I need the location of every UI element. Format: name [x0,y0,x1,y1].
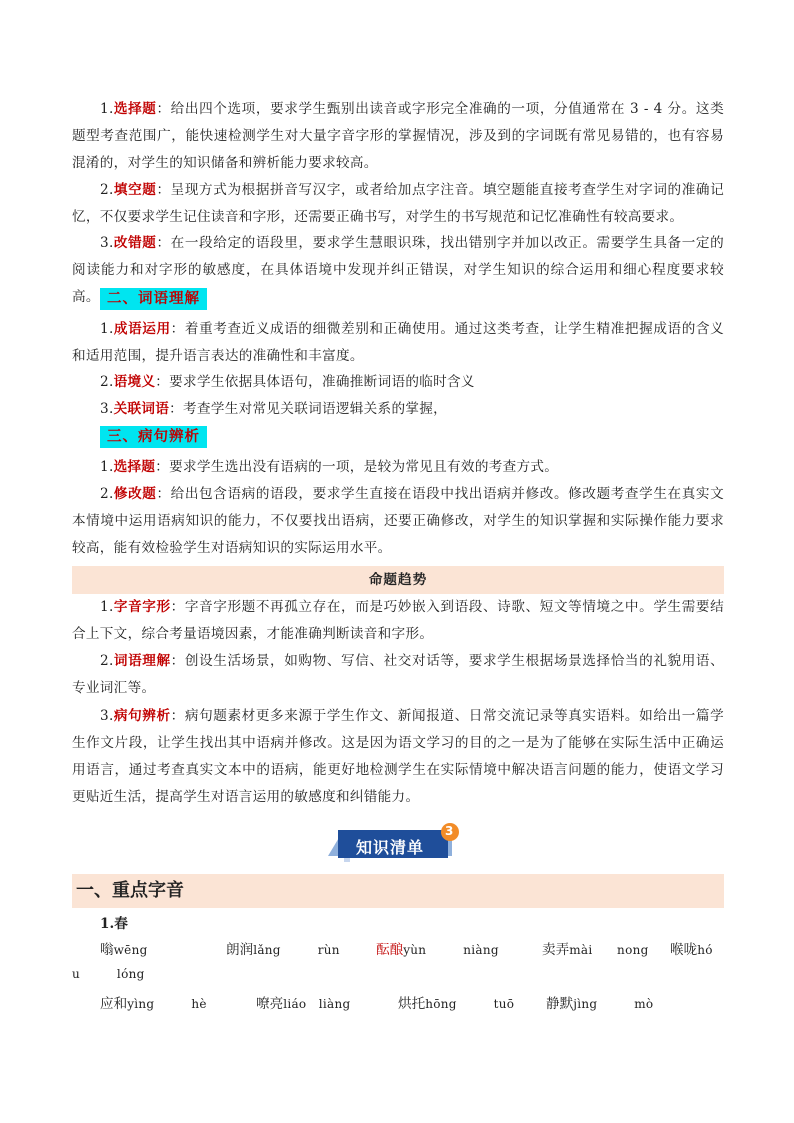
badge-label: 知识清单 [356,838,425,857]
keyword: 词语理解 [113,653,171,669]
keyword: 关联词语 [113,401,170,417]
word-item: 酝酿yùn niàng [376,942,499,958]
keyword: 成语运用 [113,321,171,337]
paragraph-sentence-edit: 2.修改题：给出包含语病的语段，要求学生直接在语段中找出语病并修改。修改题考查学生在真实文本情境中运用语病知识的能力，不仅要找出语病，还要正确修改，对学生的知识掌握和实际操作能力要求较高，能有效检验学生对语病知识的实际运用水平。 [72,486,724,556]
word-item: 烘托hōng tuō [398,996,515,1012]
word-item: 静默jìng mò [546,996,654,1012]
paragraph-trend-sentence: 3.病句辨析：病句题素材更多来源于学生作文、新闻报道、日常交流记录等真实语料。如给出一篇学生作文片段，让学生找出其中语病并修改。这是因为语文学习的目的之一是为了能够在实际生活中正确运用语言，通过考查真实文本中的语病，能更好地检测学生在实际情境中解决语言问题的能力，使语文学习更贴近生活，提高学生对语言运用的敏感度和纠错能力。 [72,708,724,805]
paragraph-context-meaning: 2.语境义：要求学生依据具体语句，准确推断词语的临时含义 [100,374,475,390]
paragraph-spelling-fill: 2.填空题：呈现方式为根据拼音写汉字，或者给加点字注音。填空题能直接考查学生对字词的准确记忆，不仅要求学生记住读音和字形，还需要正确书写，对学生的书写规范和记忆准确性有较高要求。 [72,182,724,225]
knowledge-list-badge [326,822,466,866]
word-item: 嗡wēng [100,942,148,958]
keyword: 选择题 [113,101,157,117]
word-item: 朗润lǎng rùn [226,942,340,958]
word-item: u lóng [72,967,145,981]
keyword: 填空题 [113,182,157,198]
keyword: 字音字形 [113,599,171,615]
paragraph-spelling-choice: 1.选择题：给出四个选项，要求学生甄别出读音或字形完全准确的一项，分值通常在 3 - 4 分。这类题型考查范围广，能快速检测学生对大量字音字形的掌握情况，涉及到的字词既有常见易错的，也有容易混淆的，对学生的知识储备和辨析能力要求较高。 [72,101,724,171]
word-item: 喉咙hó [670,942,713,958]
paragraph-trend-vocab: 2.词语理解：创设生活场景，如购物、写信、社交对话等，要求学生根据场景选择恰当的礼貌用语、专业词汇等。 [72,653,724,696]
keyword: 语境义 [113,374,156,390]
word-item: 应和yìng hè [100,996,207,1012]
section-heading-vocab: 二、词语理解 [100,288,207,310]
word-item: 嘹亮liáo liàng [256,996,351,1012]
keyword: 修改题 [113,486,157,502]
paragraph-sentence-choice: 1.选择题：要求学生选出没有语病的一项，是较为常见且有效的考查方式。 [100,459,559,475]
paragraph-idiom: 1.成语运用：着重考查近义成语的细微差别和正确使用。通过这类考查，让学生精准把握成语的含义和适用范围，提升语言表达的准确性和丰富度。 [72,321,724,364]
paragraph-spelling-correct: 3.改错题：在一段给定的语段里，要求学生慧眼识珠，找出错别字并加以改正。需要学生具备一定的阅读能力和对字形的敏感度，在具体语境中发现并纠正错误，对学生知识的综合运用和细心程度要求较高。 [72,235,724,305]
section-title-pronunciation: 一、重点字音 [72,874,724,908]
keyword: 病句辨析 [113,708,171,724]
paragraph-trend-spelling: 1.字音字形：字音字形题不再孤立存在，而是巧妙嵌入到语段、诗歌、短文等情境之中。学生需要结合上下文，综合考量语境因素，才能准确判断读音和字形。 [72,599,724,642]
paragraph-conjunction: 3.关联词语：考查学生对常见关联词语逻辑关系的掌握， [100,401,448,417]
trend-header: 命题趋势 [72,566,724,594]
keyword: 选择题 [113,459,156,475]
subsection-title: 1.春 [100,916,128,932]
word-item: 卖弄mài nong [542,942,649,958]
badge-number: 3 [445,824,454,838]
section-heading-sentence: 三、病句辨析 [100,426,207,448]
keyword: 改错题 [113,235,157,251]
